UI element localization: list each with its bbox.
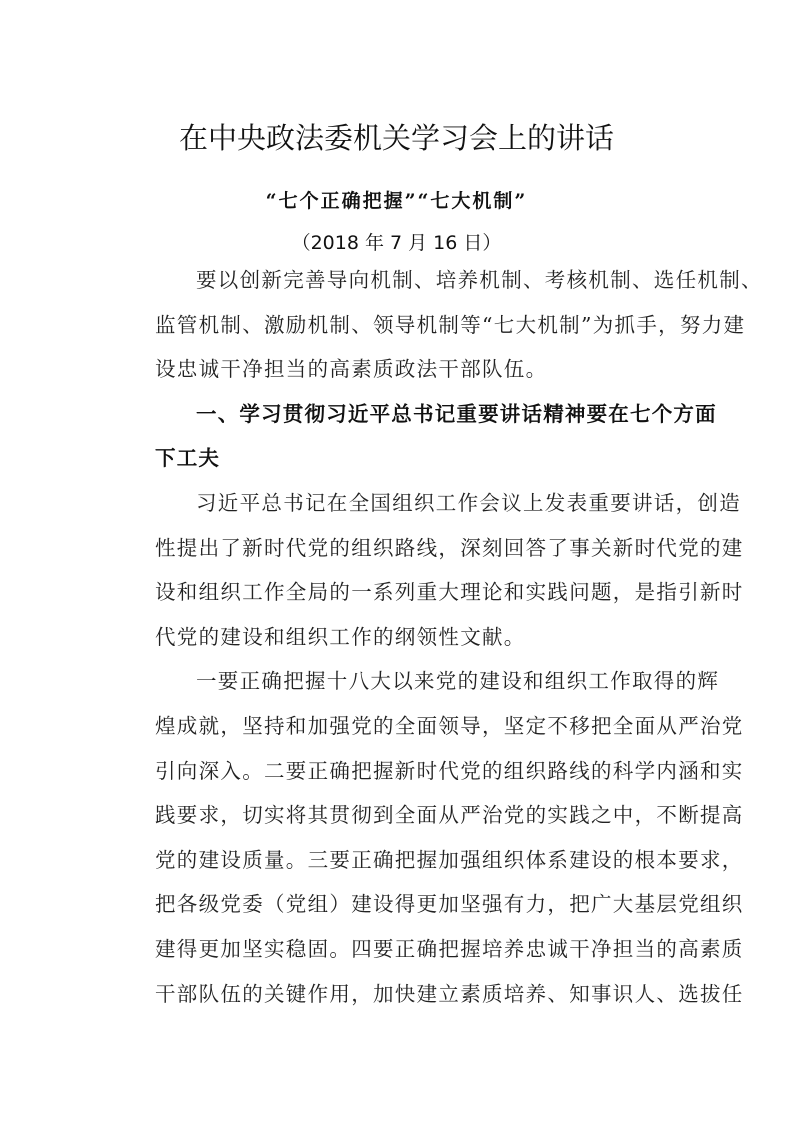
text-line: 一要正确把握十八大以来党的建设和组织工作取得的辉	[196, 669, 720, 694]
document-subtitle: “七个正确把握”“七大机制”	[265, 190, 528, 212]
body-paragraph	[114, 481, 744, 659]
text-line: 性提出了新时代党的组织路线，深刻回答了事关新时代党的建	[155, 535, 744, 560]
text-line: 煌成就，坚持和加强党的全面领导，坚定不移把全面从严治党	[155, 713, 744, 738]
text-line: 代党的建设和组织工作的纲领性文献。	[155, 624, 526, 649]
text-line: 把各级党委（党组）建设得更加坚强有力，把广大基层党组织	[155, 892, 744, 917]
body-paragraph	[114, 659, 744, 1016]
text-line: 引向深入。二要正确把握新时代党的组织路线的科学内涵和实	[155, 758, 744, 783]
text-line: 干部队伍的关键作用，加快建立素质培养、知事识人、选拔任	[155, 981, 744, 1006]
text-line: 践要求，切实将其贯彻到全面从严治党的实践之中，不断提高	[155, 803, 744, 828]
document-body	[114, 258, 763, 1016]
text-line: 建得更加坚实稳固。四要正确把握培养忠诚干净担当的高素质	[155, 936, 744, 961]
text-line: 要以创新完善导向机制、培养机制、考核机制、选任机制、	[196, 268, 763, 292]
heading-line: 下工夫	[155, 446, 221, 471]
text-line: 设忠诚干净担当的高素质政法干部队伍。	[155, 357, 548, 382]
heading-line: 一、学习贯彻习近平总书记重要讲话精神要在七个方面	[196, 401, 717, 426]
document-title: 在中央政法委机关学习会上的讲话	[178, 121, 614, 155]
section-heading	[114, 392, 717, 481]
text-line: 习近平总书记在全国组织工作会议上发表重要讲话，创造	[196, 490, 741, 515]
text-line: 党的建设质量。三要正确把握加强组织体系建设的根本要求，	[155, 847, 744, 872]
text-line: 设和组织工作全局的一系列重大理论和实践问题，是指引新时	[155, 580, 744, 605]
intro-paragraph	[114, 258, 763, 392]
text-line: 监管机制、激励机制、领导机制等“七大机制”为抓手，努力建	[155, 312, 746, 337]
document-date: （2018 年 7 月 16 日）	[291, 232, 502, 254]
